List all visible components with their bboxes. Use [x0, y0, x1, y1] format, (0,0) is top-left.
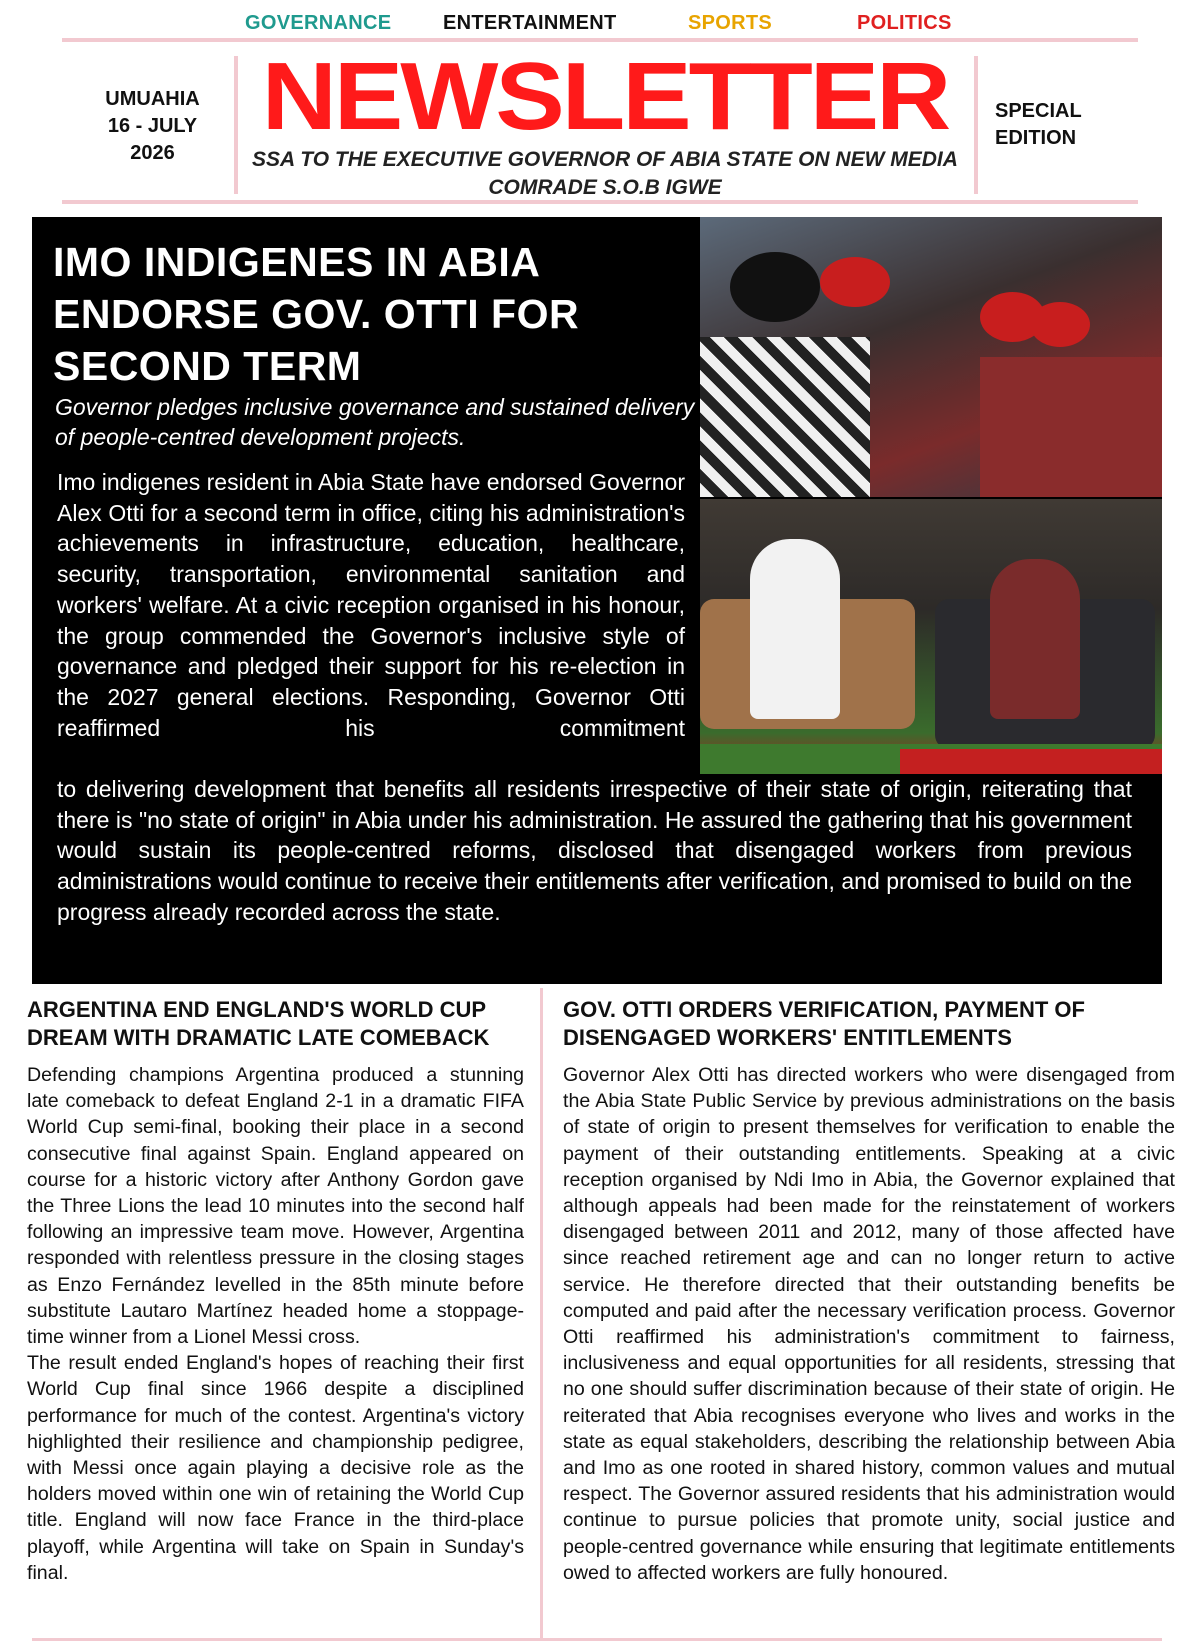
- header-right-divider: [974, 56, 978, 194]
- header-top-rule: [62, 38, 1138, 42]
- nav-entertainment: ENTERTAINMENT: [443, 12, 617, 34]
- feature-body-lower: to delivering development that benefits all residents irrespective of their state of origin, reiterating that there is "no state of origin" in Abia under his administration. He assured the gathering that his government would sustain its people-centred reforms, disclosed that disengaged workers from previous administrations would continue to receive their entitlements after verification, and promised to build on the progress already recorded across the state.: [57, 776, 1132, 925]
- header-left-divider: [234, 56, 238, 194]
- feature-body-upper: Imo indigenes resident in Abia State have endorsed Governor Alex Otti for a second term in office, citing his administration's achievements in infrastructure, education, healthcare, security, transportation, environmental sanitation and workers' welfare. At a civic reception organised in his honour, the group commended the Governor's inclusive style of governance and pledged their support for his re-election in the 2027 general elections. Responding, Governor Otti reaffirmed his commitment: [57, 469, 685, 741]
- photo-figure-red-cap-3: [1030, 302, 1090, 347]
- dateline-year: 2026: [130, 142, 175, 164]
- photo-red-attire-seated: [990, 559, 1080, 719]
- photo-figure-cap: [730, 252, 820, 322]
- right-article-paragraph-1: Governor Alex Otti has directed workers who were disengaged from the Abia State Public Service by previous administrations on the basis of state of origin to present themselves for verification to enable the payment of their outstanding entitlements. Speaking at a civic reception organised by Ndi Imo in Abia, the Governor explained that although appeals had been made for the reinstatement of workers disengaged between 2011 and 2012, many of those affected have since reached retirement age and can no longer return to active service. He therefore directed that their outstanding benefits be computed and paid after the necessary verification process. Governor Otti reaffirmed his administration's commitment to fairness, inclusiveness and equal opportunities for all residents, stressing that no one should suffer discrimination because of their state of origin. He reiterated that Abia recognises everyone who lives and works in the state as equal stakeholders, describing the relationship between Abia and Imo as one rooted in shared history, common values and mutual respect. The Governor assured residents that his administration would continue to pursue policies that promote unity, social justice and people-centred governance while ensuring that legitimate entitlements owed to affected workers are fully honoured.: [563, 1064, 1175, 1584]
- left-article-paragraph-1: Defending champions Argentina produced a stunning late comeback to defeat England 2-1 in a dramatic FIFA World Cup semi-final, booking their place in a second consecutive final against Spain. England appeared on course for a historic victory after Anthony Gordon gave the Three Lions the lead 10 minutes into the second half following an impressive team move. However, Argentina responded with relentless pressure in the closing stages as Enzo Fernández levelled in the 85th minute before substitute Lautaro Martínez headed home a stoppage-time winner from a Lionel Messi cross.: [27, 1064, 524, 1349]
- tagline-line-1: SSA TO THE EXECUTIVE GOVERNOR OF ABIA STATE ON NEW MEDIA: [252, 148, 958, 171]
- column-divider: [540, 988, 543, 1638]
- nav-sports: SPORTS: [688, 12, 773, 34]
- nav-governance: GOVERNANCE: [245, 12, 392, 34]
- feature-subheadline: Governor pledges inclusive governance and sustained delivery of people-centred development projects.: [55, 394, 695, 450]
- feature-photo-handshake: [700, 217, 1162, 497]
- edition-line-2: EDITION: [995, 127, 1077, 149]
- feature-photo-seated: [700, 499, 1162, 774]
- right-article-body: [563, 1062, 1175, 1586]
- nav-politics: POLITICS: [857, 12, 952, 34]
- left-article-body: [27, 1062, 524, 1586]
- edition-line-1: SPECIAL: [995, 100, 1082, 122]
- dateline-date: 16 - JULY: [107, 115, 198, 137]
- tagline-line-2: COMRADE S.O.B IGWE: [488, 176, 722, 199]
- photo-red-attire: [980, 357, 1162, 497]
- feature-headline: IMO INDIGENES IN ABIA ENDORSE GOV. OTTI FOR SECOND TERM: [53, 239, 580, 389]
- dateline: [80, 86, 225, 167]
- right-article-headline: GOV. OTTI ORDERS VERIFICATION, PAYMENT OF DISENGAGED WORKERS' ENTITLEMENTS: [563, 997, 1085, 1050]
- footer-rule: [32, 1638, 1162, 1641]
- dateline-place: UMUAHIA: [105, 88, 200, 110]
- left-article-headline: ARGENTINA END ENGLAND'S WORLD CUP DREAM WITH DRAMATIC LATE COMEBACK: [27, 997, 490, 1050]
- photo-red-carpet: [900, 749, 1162, 774]
- masthead-title: NEWSLETTER: [261, 43, 949, 151]
- left-article-paragraph-2: The result ended England's hopes of reaching their first World Cup final since 1966 despite a disciplined performance for much of the contest. Argentina's victory highlighted their resilience and championship pedigree, with Messi once again playing a decisive role as the holders moved within one win of retaining the World Cup title. England will now face France in the third-place playoff, while Argentina will take on Spain in Sunday's final.: [27, 1352, 524, 1584]
- photo-figure-red-cap: [820, 257, 890, 307]
- photo-patterned-attire: [700, 337, 870, 497]
- photo-white-attire: [750, 539, 840, 719]
- edition-label: [995, 98, 1125, 152]
- section-nav: [0, 12, 1200, 40]
- masthead-tagline: [240, 146, 970, 202]
